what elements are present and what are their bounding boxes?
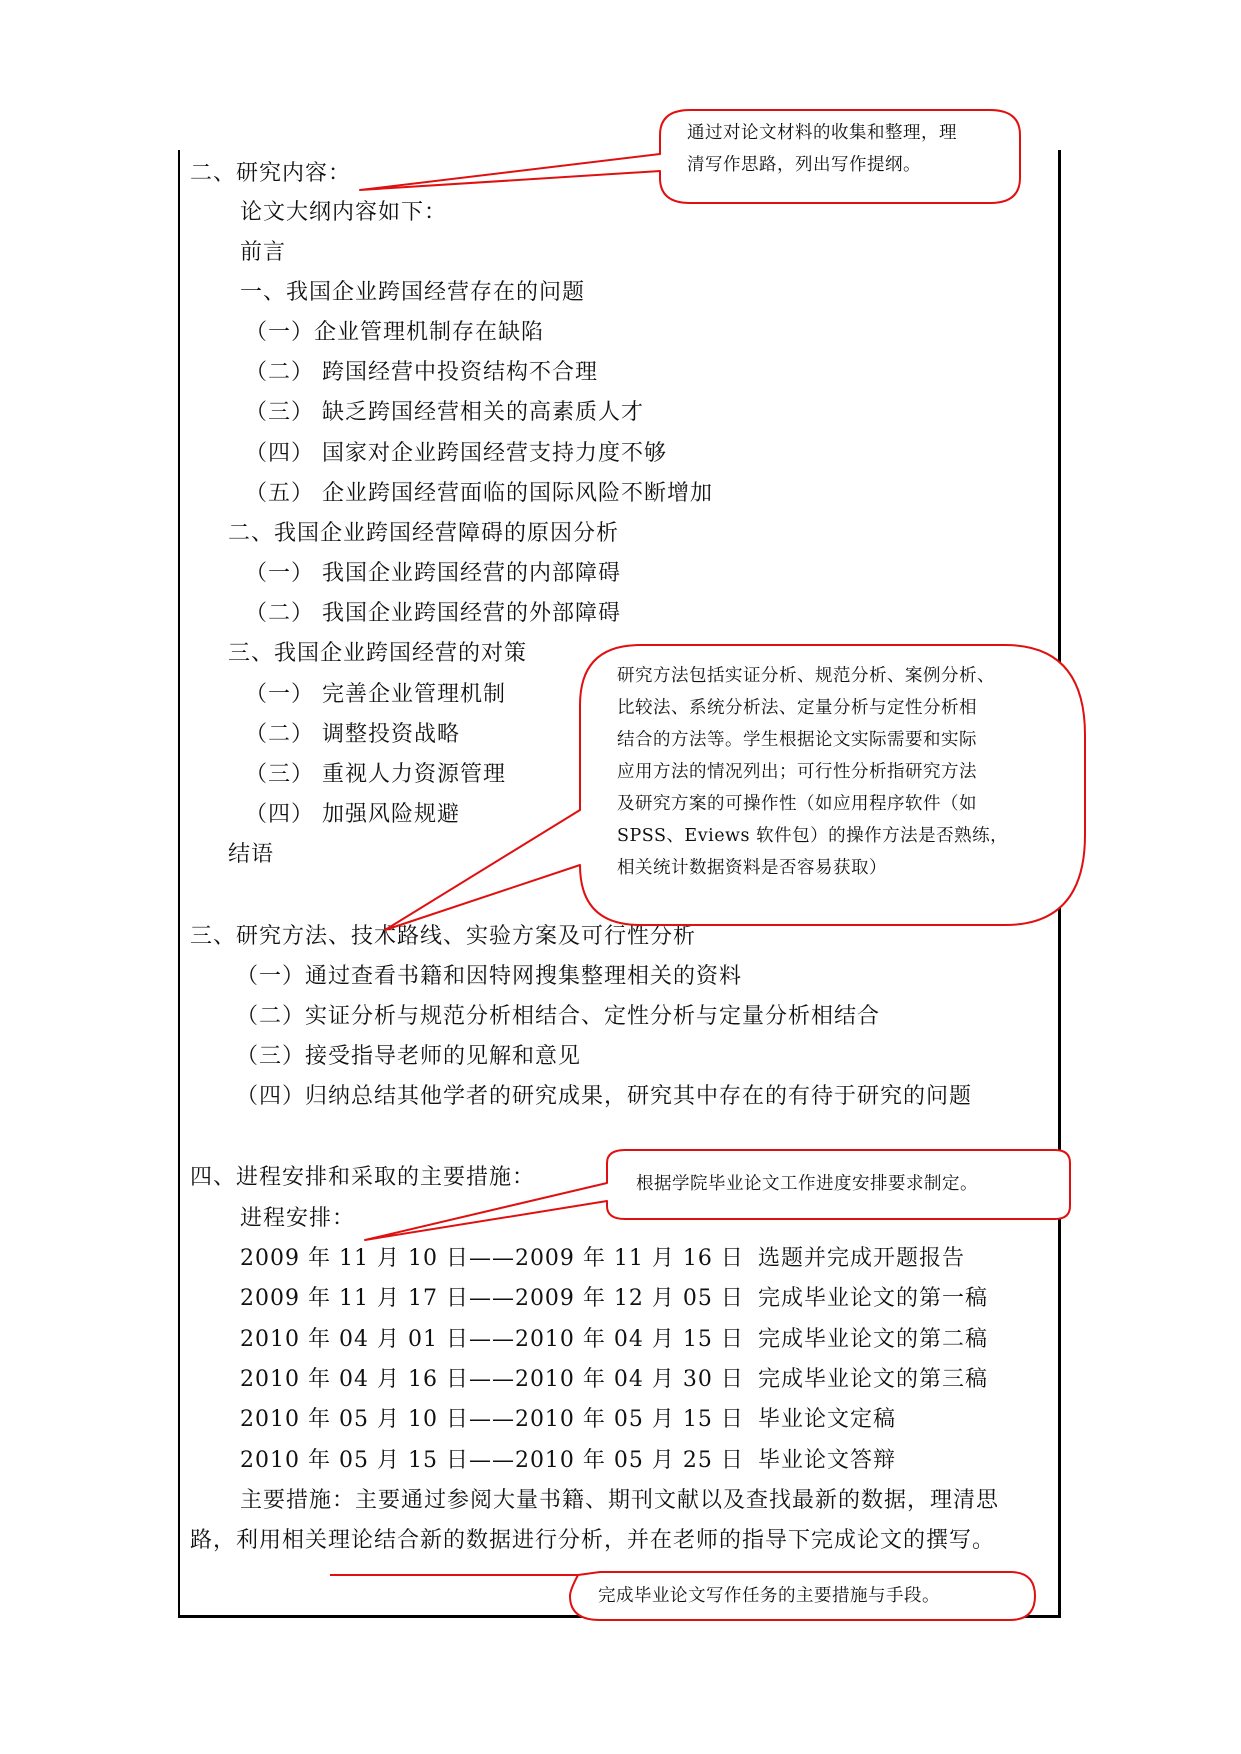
- outline-part1-item: （二） 跨国经营中投资结构不合理: [245, 360, 598, 385]
- outline-part3: 三、我国企业跨国经营的对策: [228, 641, 528, 666]
- callout-2-line: SPSS、Eviews 软件包）的操作方法是否熟练，: [617, 826, 1009, 846]
- callout-2-text: [617, 660, 1008, 884]
- outline-part3-item: （四） 加强风险规避: [245, 802, 460, 827]
- outline-preface: 前言: [240, 240, 287, 265]
- schedule-date: 2009 年 11 月 10 日——2009 年 11 月 16 日: [240, 1246, 744, 1271]
- schedule-date: 2010 年 04 月 01 日——2010 年 04 月 15 日: [240, 1327, 744, 1352]
- schedule-date: 2010 年 05 月 15 日——2010 年 05 月 25 日: [240, 1448, 744, 1473]
- outline-part1-item: （三） 缺乏跨国经营相关的高素质人才: [245, 400, 644, 425]
- outline-part2-item: （一） 我国企业跨国经营的内部障碍: [245, 561, 621, 586]
- schedule-date: 2010 年 05 月 10 日——2010 年 05 月 15 日: [240, 1407, 744, 1432]
- outline-part2-item: （二） 我国企业跨国经营的外部障碍: [245, 601, 621, 626]
- outline-part1: 一、我国企业跨国经营存在的问题: [240, 280, 586, 305]
- outline-intro: 论文大纲内容如下：: [240, 200, 448, 225]
- schedule-task: 选题并完成开题报告: [758, 1246, 966, 1271]
- schedule-task: 完成毕业论文的第三稿: [758, 1367, 989, 1392]
- outline-conclusion: 结语: [228, 842, 275, 867]
- callout-2-line: 比较法、系统分析法、定量分析与定性分析相: [617, 698, 977, 718]
- section3-heading: 三、研究方法、技术路线、实验方案及可行性分析: [190, 924, 697, 949]
- outline-part3-item: （一） 完善企业管理机制: [245, 682, 506, 707]
- callout-1-text: [687, 117, 957, 181]
- schedule-date: 2009 年 11 月 17 日——2009 年 12 月 05 日: [240, 1286, 744, 1311]
- callout-2-line: 相关统计数据资料是否容易获取）: [617, 858, 887, 878]
- callout-2-line: 及研究方案的可操作性（如应用程序软件（如: [617, 794, 977, 814]
- schedule-task: 完成毕业论文的第一稿: [758, 1286, 989, 1311]
- section4-heading: 四、进程安排和采取的主要措施：: [190, 1165, 536, 1190]
- method-item: （二）实证分析与规范分析相结合、定性分析与定量分析相结合: [236, 1004, 881, 1029]
- schedule-task: 毕业论文定稿: [758, 1407, 897, 1432]
- callout-2-line: 研究方法包括实证分析、规范分析、案例分析、: [617, 666, 995, 686]
- callout-1-line: 清写作思路，列出写作提纲。: [687, 155, 921, 175]
- callout-3-text: 根据学院毕业论文工作进度安排要求制定。: [636, 1174, 978, 1194]
- method-item: （四）归纳总结其他学者的研究成果，研究其中存在的有待于研究的问题: [236, 1084, 973, 1109]
- outline-part2: 二、我国企业跨国经营障碍的原因分析: [228, 521, 620, 546]
- callout-1-line: 通过对论文材料的收集和整理，理: [687, 123, 957, 143]
- schedule-date: 2010 年 04 月 16 日——2010 年 04 月 30 日: [240, 1367, 744, 1392]
- outline-part3-item: （二） 调整投资战略: [245, 722, 460, 747]
- callout-2-line: 应用方法的情况列出；可行性分析指研究方法: [617, 762, 977, 782]
- outline-part1-item: （五） 企业跨国经营面临的国际风险不断增加: [245, 481, 713, 506]
- callout-2-line: 结合的方法等。学生根据论文实际需要和实际: [617, 730, 977, 750]
- schedule-task: 毕业论文答辩: [758, 1448, 897, 1473]
- outline-part3-item: （三） 重视人力资源管理: [245, 762, 506, 787]
- outline-part1-item: （一）企业管理机制存在缺陷: [245, 320, 545, 345]
- measures-line: 路，利用相关理论结合新的数据进行分析，并在老师的指导下完成论文的撰写。: [190, 1528, 996, 1553]
- schedule-label: 进程安排：: [240, 1206, 356, 1231]
- schedule-task: 完成毕业论文的第二稿: [758, 1327, 989, 1352]
- outline-part1-item: （四） 国家对企业跨国经营支持力度不够: [245, 441, 667, 466]
- measures-line: 主要措施：主要通过参阅大量书籍、期刊文献以及查找最新的数据，理清思: [240, 1488, 1000, 1513]
- method-item: （一）通过查看书籍和因特网搜集整理相关的资料: [236, 964, 743, 989]
- callout-4-text: 完成毕业论文写作任务的主要措施与手段。: [598, 1586, 940, 1606]
- method-item: （三）接受指导老师的见解和意见: [236, 1044, 582, 1069]
- section2-heading: 二、研究内容：: [190, 161, 352, 186]
